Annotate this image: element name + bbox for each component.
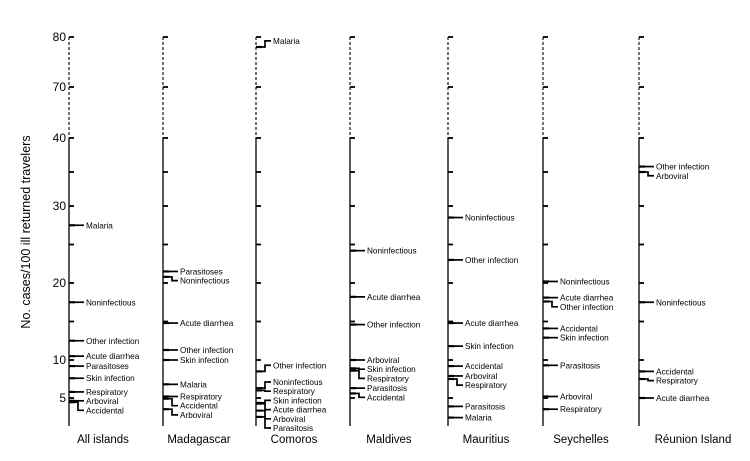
point-respiratory-label: Respiratory xyxy=(273,387,315,397)
point-accidental-label: Accidental xyxy=(367,393,405,403)
point-other-infection-leader xyxy=(262,365,271,371)
point-other-infection-label: Other infection xyxy=(465,255,519,265)
point-skin-infection-label: Skin infection xyxy=(180,356,229,365)
point-arboviral-label: Arboviral xyxy=(367,356,400,365)
y-tick-label-80: 80 xyxy=(52,30,66,44)
point-other-infection-label: Other infection xyxy=(273,361,327,371)
point-parasitosis-label: Parasitosis xyxy=(560,361,601,371)
point-arboviral-label: Arboviral xyxy=(86,397,119,407)
y-tick-label-40: 40 xyxy=(52,131,66,145)
point-other-infection-leader xyxy=(549,301,558,306)
point-arboviral-label: Arboviral xyxy=(180,410,213,420)
point-acute-diarrhea-leader xyxy=(262,404,271,410)
point-respiratory-leader xyxy=(454,379,463,385)
point-acute-diarrhea-label: Acute diarrhea xyxy=(180,319,234,329)
point-other-infection-label: Other infection xyxy=(180,345,234,355)
point-parasitosis-label: Parasitosis xyxy=(273,424,314,433)
point-skin-infection-leader xyxy=(262,400,271,403)
point-accidental-label: Accidental xyxy=(656,367,694,377)
point-respiratory-label: Respiratory xyxy=(367,374,409,384)
point-accidental-leader xyxy=(356,393,365,397)
column-label: Comoros xyxy=(270,434,318,446)
point-skin-infection-label: Skin infection xyxy=(560,333,609,343)
point-malaria-label: Malaria xyxy=(86,221,113,231)
point-noninfectious-label: Noninfectious xyxy=(180,276,230,286)
point-arboviral-label: Arboviral xyxy=(656,171,689,181)
point-respiratory-label: Respiratory xyxy=(656,376,698,386)
point-respiratory-leader xyxy=(356,371,365,379)
column-label: Réunion Island xyxy=(654,434,732,446)
point-acute-diarrhea-label: Acute diarrhea xyxy=(86,352,140,362)
point-noninfectious-label: Noninfectious xyxy=(465,213,515,223)
point-respiratory-label: Respiratory xyxy=(465,381,507,391)
point-other-infection-label: Other infection xyxy=(367,320,421,330)
column-3 xyxy=(350,37,421,446)
point-parasitoses-label: Parasitoses xyxy=(180,267,223,277)
point-noninfectious-label: Noninfectious xyxy=(86,298,136,308)
y-tick-label-5: 5 xyxy=(59,391,66,405)
point-parasitoses-label: Parasitoses xyxy=(86,362,129,372)
y-tick-label-10: 10 xyxy=(52,353,66,367)
chart-columns xyxy=(69,37,731,446)
point-noninfectious-label: Noninfectious xyxy=(273,378,323,387)
point-arboviral-label: Arboviral xyxy=(560,392,593,402)
point-acute-diarrhea-label: Acute diarrhea xyxy=(656,394,710,403)
column-label: Maldives xyxy=(366,434,412,446)
point-malaria-label: Malaria xyxy=(273,36,300,46)
column-label: Madagascar xyxy=(167,434,231,446)
column-6 xyxy=(639,37,731,446)
point-other-infection-label: Other infection xyxy=(656,162,710,172)
point-respiratory-label: Respiratory xyxy=(86,387,128,397)
point-acute-diarrhea-label: Acute diarrhea xyxy=(465,319,519,329)
y-tick-labels xyxy=(53,30,67,405)
y-axis-title: No. cases/100 ill returned travelers xyxy=(19,135,33,329)
point-skin-infection-label: Skin infection xyxy=(465,342,514,352)
y-tick-label-30: 30 xyxy=(52,199,66,213)
column-5 xyxy=(543,37,614,446)
point-respiratory-leader xyxy=(262,390,271,391)
point-accidental-label: Accidental xyxy=(86,406,124,416)
point-skin-infection-label: Skin infection xyxy=(86,374,135,384)
point-respiratory-leader xyxy=(645,379,654,381)
column-4 xyxy=(448,37,519,446)
point-skin-infection-label: Skin infection xyxy=(367,365,416,375)
point-arboviral-leader xyxy=(645,172,654,176)
column-label: Seychelles xyxy=(553,434,609,446)
point-noninfectious-leader xyxy=(262,382,271,388)
point-parasitosis-label: Parasitosis xyxy=(465,402,506,412)
point-accidental-label: Accidental xyxy=(465,362,503,372)
point-noninfectious-label: Noninfectious xyxy=(656,298,706,308)
point-noninfectious-label: Noninfectious xyxy=(367,246,417,256)
point-parasitosis-label: Parasitosis xyxy=(367,384,408,394)
point-skin-infection-leader xyxy=(356,368,365,369)
point-accidental-label: Accidental xyxy=(180,401,218,411)
y-tick-label-20: 20 xyxy=(52,276,66,290)
point-acute-diarrhea-label: Acute diarrhea xyxy=(367,292,421,302)
point-malaria-label: Malaria xyxy=(465,413,492,423)
point-accidental-leader xyxy=(169,399,178,406)
point-malaria-label: Malaria xyxy=(180,380,207,390)
column-2 xyxy=(256,37,327,446)
point-acute-diarrhea-label: Acute diarrhea xyxy=(560,293,614,303)
point-respiratory-label: Respiratory xyxy=(560,405,602,415)
column-label: All islands xyxy=(77,434,129,446)
column-label: Mauritius xyxy=(462,434,510,446)
column-0 xyxy=(69,37,140,446)
point-noninfectious-leader xyxy=(169,277,178,281)
point-other-infection-label: Other infection xyxy=(86,336,140,346)
point-other-infection-label: Other infection xyxy=(560,302,614,312)
point-accidental-leader xyxy=(75,402,84,410)
point-malaria-leader xyxy=(262,41,271,47)
column-1 xyxy=(163,37,234,446)
point-respiratory-label: Respiratory xyxy=(180,392,222,402)
y-tick-label-70: 70 xyxy=(52,80,66,94)
point-skin-infection-label: Skin infection xyxy=(273,396,322,406)
point-noninfectious-label: Noninfectious xyxy=(560,277,610,287)
point-arboviral-label: Arboviral xyxy=(273,414,306,424)
point-accidental-label: Accidental xyxy=(560,324,598,334)
point-arboviral-leader xyxy=(169,409,178,415)
point-arboviral-label: Arboviral xyxy=(465,371,498,381)
point-acute-diarrhea-label: Acute diarrhea xyxy=(273,405,327,415)
